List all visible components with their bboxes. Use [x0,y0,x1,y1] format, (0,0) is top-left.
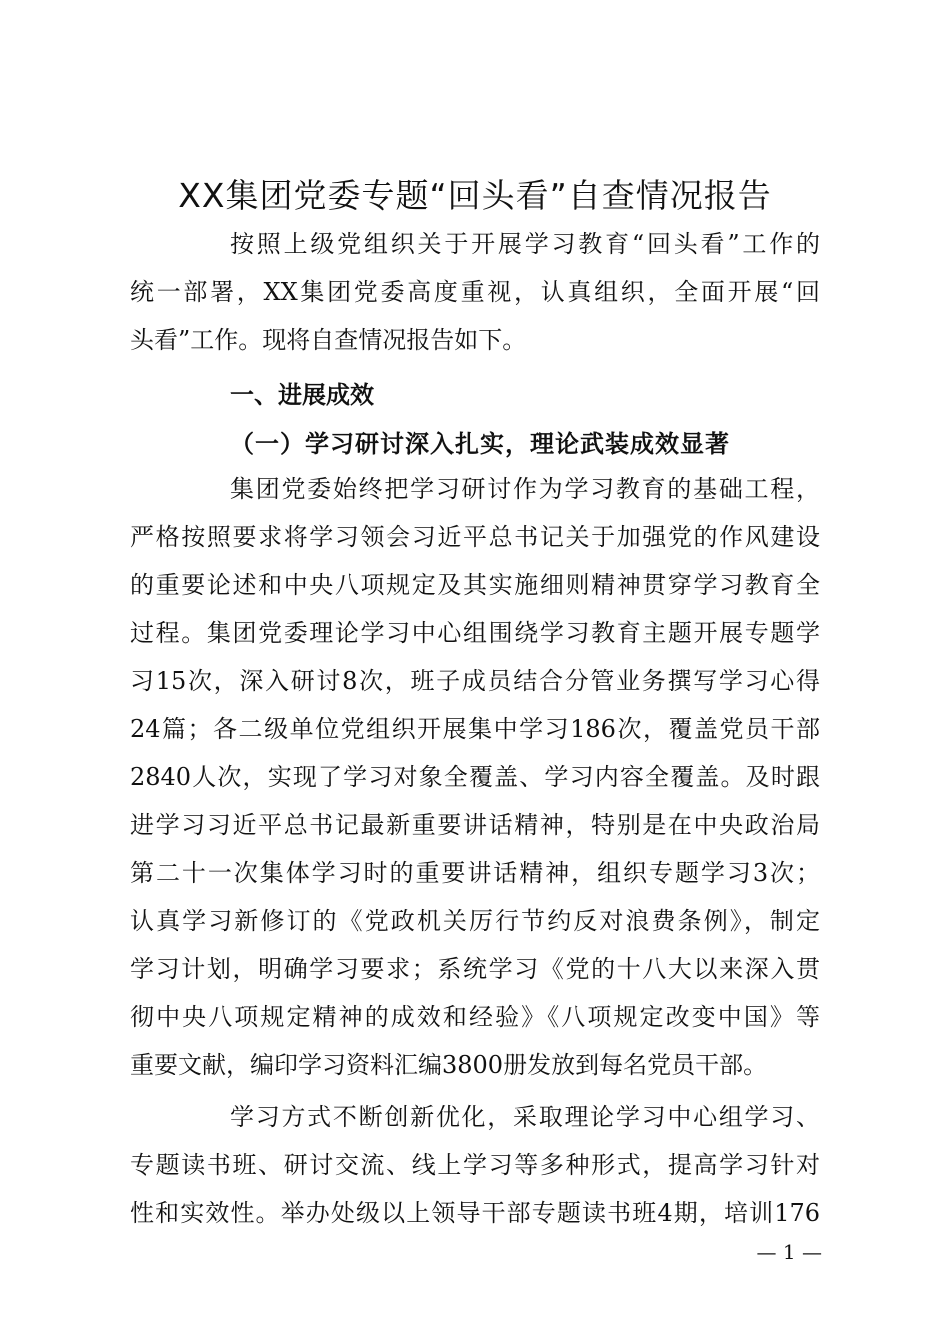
paragraph-line: 进学习习近平总书记最新重要讲话精神，特别是在中央政治局 [130,811,820,839]
paragraph-line: 学习计划，明确学习要求；系统学习《党的十八大以来深入贯 [130,955,820,983]
paragraph-line: 过程。集团党委理论学习中心组围绕学习教育主题开展专题学 [130,619,820,647]
intro-line: 按照上级党组织关于开展学习教育“回头看”工作的 [230,230,820,258]
paragraph-line: 性和实效性。举办处级以上领导干部专题读书班4期，培训176 [130,1199,820,1227]
paragraph-line: 彻中央八项规定精神的成效和经验》《八项规定改变中国》等 [130,1003,820,1031]
section-heading: 一、进展成效 [230,381,374,409]
page-number: — 1 — [756,1240,822,1264]
paragraph-line: 学习方式不断创新优化，采取理论学习中心组学习、 [230,1103,820,1131]
paragraph-line: 专题读书班、研讨交流、线上学习等多种形式，提高学习针对 [130,1151,820,1179]
paragraph-line: 第二十一次集体学习时的重要讲话精神，组织专题学习3次； [130,859,820,887]
paragraph-line: 严格按照要求将学习领会习近平总书记关于加强党的作风建设 [130,523,820,551]
document-title: XX集团党委专题“回头看”自查情况报告 [178,176,772,215]
paragraph-line: 集团党委始终把学习研讨作为学习教育的基础工程， [230,475,820,503]
paragraph-line: 习15次，深入研讨8次，班子成员结合分管业务撰写学习心得 [130,667,820,695]
paragraph-line: 2840人次，实现了学习对象全覆盖、学习内容全覆盖。及时跟 [130,763,820,791]
paragraph-line: 重要文献，编印学习资料汇编3800册发放到每名党员干部。 [130,1051,768,1079]
intro-line: 统一部署，XX集团党委高度重视，认真组织，全面开展“回 [130,278,820,306]
paragraph-line: 认真学习新修订的《党政机关厉行节约反对浪费条例》，制定 [130,907,820,935]
subsection-heading: （一）学习研讨深入扎实，理论武装成效显著 [230,429,730,458]
intro-line: 头看”工作。现将自查情况报告如下。 [130,326,527,354]
paragraph-line: 的重要论述和中央八项规定及其实施细则精神贯穿学习教育全 [130,571,820,599]
paragraph-line: 24篇；各二级单位党组织开展集中学习186次，覆盖党员干部 [130,715,820,743]
